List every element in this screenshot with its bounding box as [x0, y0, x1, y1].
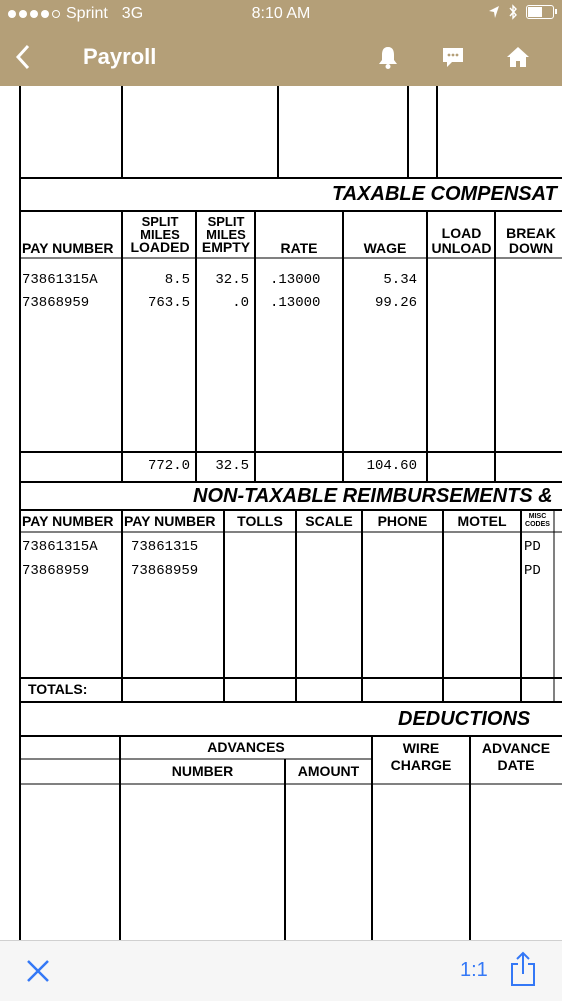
taxable-total-loaded: 772.0	[147, 458, 190, 474]
taxable-row-empty: 32.5	[215, 272, 249, 288]
close-icon[interactable]	[24, 957, 52, 985]
bluetooth-icon	[508, 4, 518, 20]
taxable-row-pay-number: 73868959	[22, 295, 90, 311]
header-tolls: TOLLS	[237, 513, 283, 529]
header-split-miles-empty: SPLIT MILES EMPTY	[201, 214, 251, 255]
taxable-total-empty: 32.5	[215, 458, 249, 474]
nontaxable-row-misc: PD	[524, 539, 541, 555]
bell-icon[interactable]	[375, 44, 401, 70]
bottom-toolbar	[0, 940, 562, 1001]
header-load-unload: LOAD UNLOAD	[431, 225, 492, 256]
header-wire-charge: WIRE CHARGE	[390, 740, 452, 773]
header-wage: WAGE	[363, 240, 407, 256]
taxable-total-wage: 104.60	[366, 458, 417, 474]
share-icon[interactable]	[508, 951, 538, 987]
header-pay-number: PAY NUMBER	[22, 240, 114, 256]
home-icon[interactable]	[505, 44, 531, 70]
header-advances: ADVANCES	[207, 739, 285, 755]
zoom-button[interactable]: 1:1	[460, 959, 488, 981]
header-amount: AMOUNT	[297, 763, 360, 779]
taxable-row-rate: .13000	[270, 272, 321, 288]
header-number: NUMBER	[171, 763, 234, 779]
taxable-row-rate: .13000	[270, 295, 321, 311]
page-title: Payroll	[83, 44, 157, 69]
header-pay-number-1: PAY NUMBER	[22, 513, 114, 529]
taxable-row-pay-number: 73861315A	[22, 272, 98, 288]
battery-icon	[526, 5, 554, 19]
top-bar	[0, 0, 562, 86]
deductions-section-title: DEDUCTIONS	[398, 708, 531, 730]
nontaxable-row-pay-number-1: 73868959	[22, 563, 90, 579]
clock: 8:10 AM	[251, 5, 311, 22]
header-rate: RATE	[280, 240, 318, 256]
totals-label: TOTALS:	[28, 681, 88, 697]
navigation-bar	[0, 34, 562, 82]
nontaxable-row-pay-number-2: 73861315	[131, 539, 199, 555]
header-advance-date: ADVANCE DATE	[481, 740, 551, 773]
location-icon	[488, 5, 500, 19]
taxable-section-title: TAXABLE COMPENSAT	[332, 183, 557, 205]
payroll-document	[0, 86, 562, 940]
carrier-label: Sprint	[66, 5, 108, 22]
network-label: 3G	[121, 5, 144, 22]
taxable-row-wage: 99.26	[374, 295, 417, 311]
taxable-row-loaded: 8.5	[164, 272, 190, 288]
back-chevron-icon[interactable]	[12, 42, 34, 72]
nontaxable-row-pay-number-1: 73861315A	[22, 539, 98, 555]
header-misc-codes: MISC CODES	[525, 513, 550, 528]
chat-icon[interactable]	[440, 44, 466, 70]
status-bar	[0, 0, 562, 30]
taxable-row-wage: 5.34	[383, 272, 417, 288]
header-scale: SCALE	[305, 513, 353, 529]
taxable-row-empty: .0	[232, 295, 249, 311]
taxable-row-loaded: 763.5	[147, 295, 190, 311]
header-break-down: BREAK DOWN	[506, 225, 556, 256]
header-motel: MOTEL	[457, 513, 507, 529]
header-pay-number-2: PAY NUMBER	[124, 513, 216, 529]
header-split-miles-loaded: SPLIT MILES LOADED	[130, 214, 190, 255]
nontaxable-section-title: NON-TAXABLE REIMBURSEMENTS &	[193, 485, 553, 507]
nontaxable-row-pay-number-2: 73868959	[131, 563, 199, 579]
nontaxable-row-misc: PD	[524, 563, 541, 579]
header-phone: PHONE	[377, 513, 428, 529]
